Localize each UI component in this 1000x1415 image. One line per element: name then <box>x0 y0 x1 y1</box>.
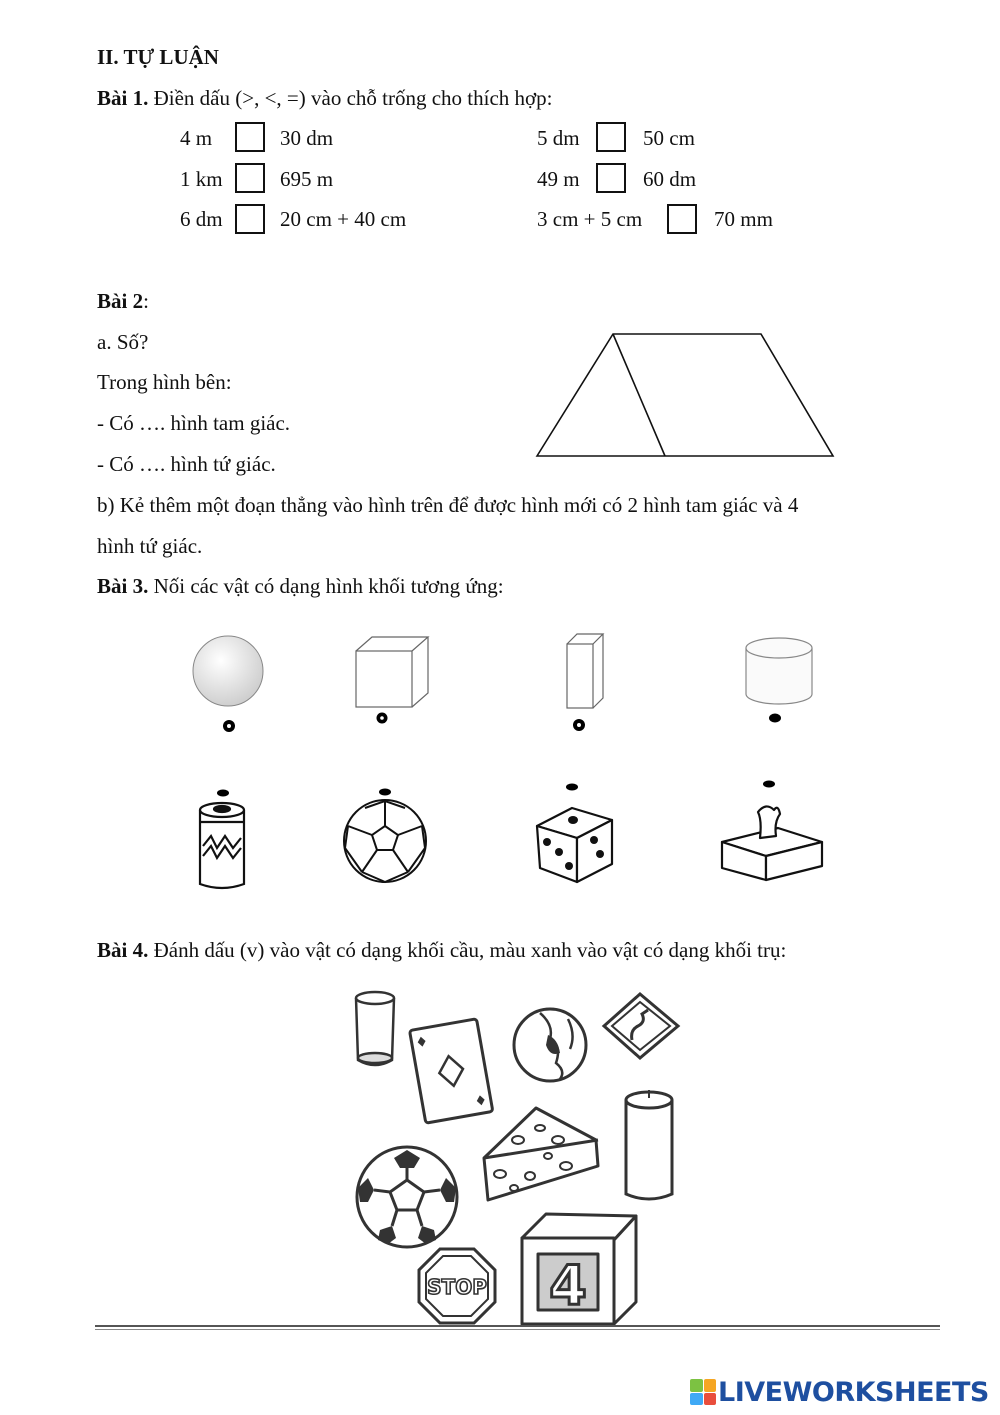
trapezoid-figure <box>535 332 835 458</box>
bai3-label: Bài 3. <box>97 574 149 598</box>
bai1-r1-right-a: 5 dm <box>537 126 580 150</box>
bai2-part-b-2: hình tứ giác. <box>97 534 203 558</box>
number-block-object <box>516 1210 642 1328</box>
soda-can-object <box>195 800 250 892</box>
bai1-answer-box[interactable] <box>667 204 697 234</box>
candle-object <box>620 1086 678 1208</box>
dice-object <box>532 796 617 884</box>
object-dot[interactable] <box>564 782 580 792</box>
cylinder-shape <box>744 636 814 708</box>
globe-object <box>510 1005 590 1085</box>
stop-sign-object <box>416 1246 498 1326</box>
bai1-answer-box[interactable] <box>235 204 265 234</box>
tissue-box-object <box>718 798 826 884</box>
bai1-answer-box[interactable] <box>235 122 265 152</box>
sphere-shape <box>190 635 270 710</box>
footer-rule <box>95 1325 940 1327</box>
cube-shape <box>354 635 434 713</box>
glass-object <box>350 990 400 1072</box>
bai2-line2: - Có …. hình tứ giác. <box>97 452 276 476</box>
bai1-answer-box[interactable] <box>596 122 626 152</box>
bai1-r3-right-b: 70 mm <box>714 207 773 231</box>
bai1-r1-right-b: 50 cm <box>643 126 695 150</box>
bai2-part-b-1: b) Kẻ thêm một đoạn thẳng vào hình trên để được hình mới có 2 hình tam giác và 4 <box>97 493 799 517</box>
stop-sign-text: STOP <box>427 1275 487 1299</box>
bai2-intro: Trong hình bên: <box>97 370 232 394</box>
bai1-answer-box[interactable] <box>235 163 265 193</box>
bai4-instruction: Đánh dấu (v) vào vật có dạng khối cầu, màu xanh vào vật có dạng khối trụ: <box>148 938 787 962</box>
bai4-heading <box>97 938 786 963</box>
bai1-r3-right-a: 3 cm + 5 cm <box>537 207 643 231</box>
bai1-r2-right-a: 49 m <box>537 167 580 191</box>
bai1-r1-left-b: 30 dm <box>280 126 334 150</box>
liveworksheets-logo <box>690 1372 989 1412</box>
bai4-label: Bài 4. <box>97 938 149 962</box>
block-number-text: 4 <box>549 1254 587 1317</box>
bai2-label: Bài 2 <box>97 289 144 313</box>
section-title: II. TỰ LUẬN <box>97 45 219 69</box>
object-dot[interactable] <box>761 779 777 789</box>
road-sign-object <box>600 990 682 1062</box>
shape-dot[interactable] <box>768 712 782 724</box>
footer-rule-thin <box>95 1329 940 1330</box>
bai1-r3-left-b: 20 cm + 40 cm <box>280 207 407 231</box>
bai1-r2-left-a: 1 km <box>180 167 223 191</box>
bai1-r3-left-a: 6 dm <box>180 207 223 231</box>
bai1-instruction: Điền dấu (>, <, =) vào chỗ trống cho thích hợp: <box>148 86 553 110</box>
liveworksheets-mark-icon <box>690 1379 716 1405</box>
shape-dot[interactable] <box>221 718 237 734</box>
liveworksheets-brand: LIVEWORKSHEETS <box>718 1376 989 1408</box>
bai3-heading <box>97 574 504 599</box>
bai1-heading <box>97 86 552 111</box>
soccer-ball-object <box>342 796 428 886</box>
soccer-ball-object-2 <box>352 1144 462 1250</box>
bai2-part-a: a. Số? <box>97 330 149 354</box>
bai3-instruction: Nối các vật có dạng hình khối tương ứng: <box>148 574 504 598</box>
bai2-line1: - Có …. hình tam giác. <box>97 411 291 435</box>
object-dot[interactable] <box>215 788 231 798</box>
bai1-r1-left-a: 4 m <box>180 126 213 150</box>
bai1-r2-right-b: 60 dm <box>643 167 697 191</box>
bai1-r2-left-b: 695 m <box>280 167 334 191</box>
bai1-label: Bài 1. <box>97 86 149 110</box>
shape-dot[interactable] <box>375 711 389 725</box>
cheese-object <box>478 1100 604 1204</box>
bai1-answer-box[interactable] <box>596 163 626 193</box>
bai2-colon: : <box>143 289 149 313</box>
cuboid-shape <box>565 632 610 712</box>
shape-dot[interactable] <box>571 717 587 733</box>
bai2-heading <box>97 289 149 314</box>
